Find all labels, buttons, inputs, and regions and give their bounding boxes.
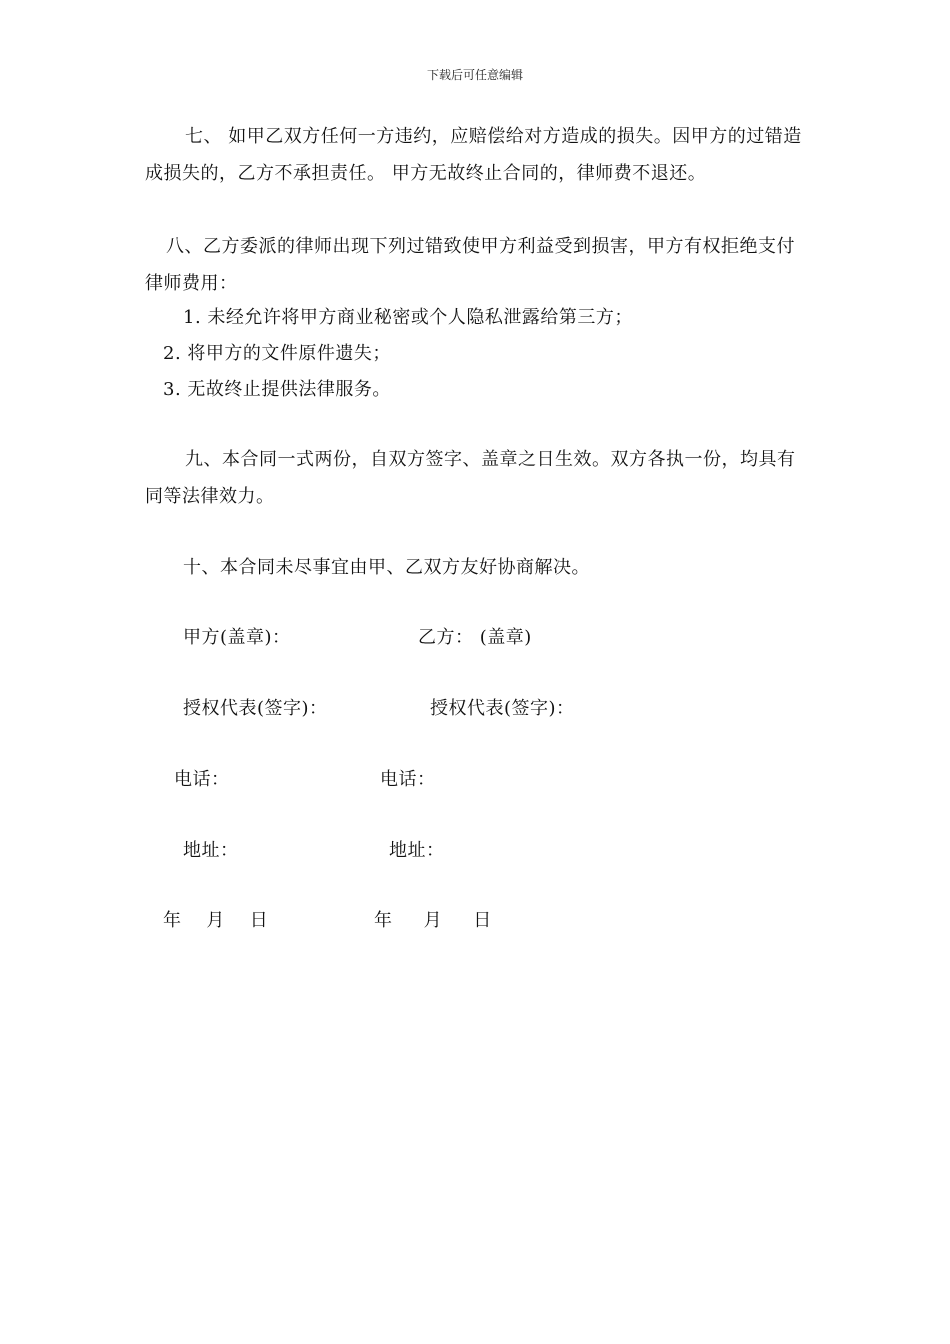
- clause-eight: 八、乙方委派的律师出现下列过错致使甲方利益受到损害，甲方有权拒绝支付律师费用：: [145, 236, 795, 294]
- party-a-seal: 甲方(盖章)：: [183, 627, 291, 648]
- clause-eight-item-1: 1. 未经允许将甲方商业秘密或个人隐私泄露给第三方；: [183, 307, 633, 328]
- party-b-seal: 乙方： (盖章): [418, 627, 532, 648]
- clause-eight-item-3: 3. 无故终止提供法律服务。: [163, 379, 391, 400]
- party-a-address: 地址：: [183, 840, 239, 861]
- clause-eight-item-2: 2. 将甲方的文件原件遗失；: [163, 343, 391, 364]
- party-a-phone: 电话：: [174, 769, 230, 790]
- clause-nine: 九、本合同一式两份，自双方签字、盖章之日生效。双方各执一份，均具有同等法律效力。: [145, 449, 796, 507]
- party-a-representative: 授权代表(签字)：: [183, 698, 328, 719]
- party-b-representative: 授权代表(签字)：: [430, 698, 575, 719]
- party-b-phone: 电话：: [380, 769, 436, 790]
- party-a-date: 年 月 日: [163, 910, 269, 931]
- party-b-address: 地址：: [389, 840, 445, 861]
- page-header: 下载后可任意编辑: [426, 68, 523, 82]
- party-b-date: 年 月 日: [374, 910, 492, 931]
- clause-ten: 十、本合同未尽事宜由甲、乙双方友好协商解决。: [183, 557, 590, 578]
- clause-seven: 七、 如甲乙双方任何一方违约，应赔偿给对方造成的损失。因甲方的过错造成损失的，乙方不承担责任。 甲方无故终止合同的，律师费不退还。: [145, 126, 802, 184]
